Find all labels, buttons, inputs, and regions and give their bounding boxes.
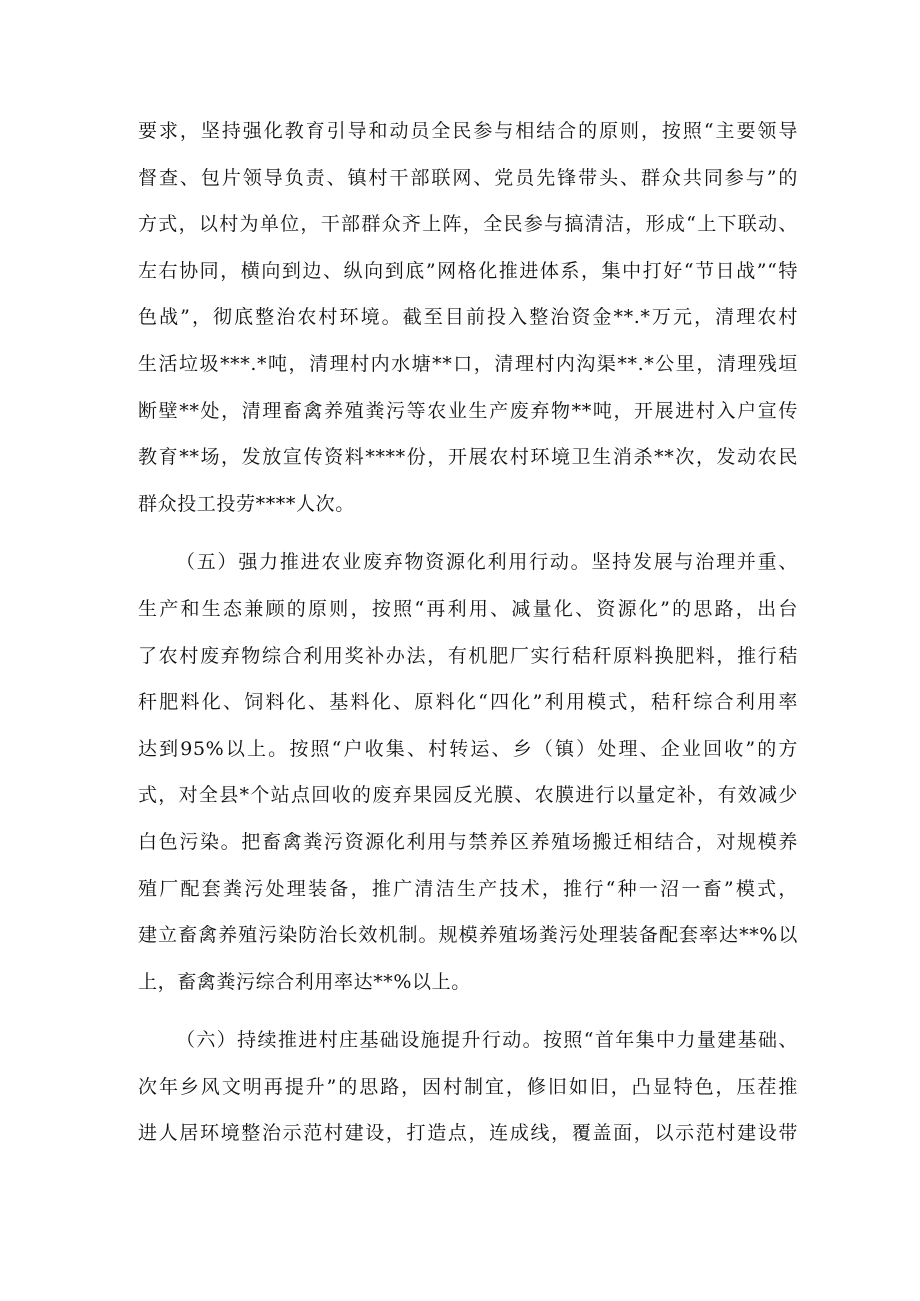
text-line: 次年乡风文明再提升”的思路，因村制宜，修旧如旧，凸显特色，压茬推 bbox=[138, 1075, 798, 1098]
text-line: 秆肥料化、饲料化、基料化、原料化“四化”利用模式，秸秆综合利用率 bbox=[138, 691, 798, 714]
text-line: 左右协同，横向到边、纵向到底”网格化推进体系，集中打好“节日战”“特 bbox=[138, 259, 798, 282]
text-line: 断壁**处，清理畜禽养殖粪污等农业生产废弃物**吨，开展进村入户宣传 bbox=[138, 399, 798, 422]
text-line: 建立畜禽养殖污染防治长效机制。规模养殖场粪污处理装备配套率达**%以 bbox=[138, 924, 798, 947]
text-line: 色战”，彻底整治农村环境。截至目前投入整治资金**.*万元，清理农村 bbox=[138, 306, 798, 329]
paragraph-continued bbox=[138, 108, 798, 527]
paragraph-gap bbox=[138, 527, 798, 539]
paragraph-gap bbox=[138, 1005, 798, 1017]
text-line-first: （六）持续推进村庄基础设施提升行动。按照“首年集中力量建基础、 bbox=[176, 1029, 798, 1052]
text-line: 殖厂配套粪污处理装备，推广清洁生产技术，推行“种一沼一畜”模式， bbox=[138, 877, 798, 900]
paragraph-six bbox=[138, 1017, 798, 1157]
text-line: 生活垃圾***.*吨，清理村内水塘**口，清理村内沟渠**.*公里，清理残垣 bbox=[138, 352, 798, 375]
paragraph-five bbox=[138, 539, 798, 1005]
text-line-last: 上，畜禽粪污综合利用率达**%以上。 bbox=[138, 970, 471, 993]
text-line: 方式，以村为单位，干部群众齐上阵，全民参与搞清洁，形成“上下联动、 bbox=[138, 213, 798, 236]
text-line: 进人居环境整治示范村建设，打造点，连成线，覆盖面，以示范村建设带 bbox=[138, 1122, 798, 1145]
document-body bbox=[138, 108, 798, 1157]
text-line: 要求，坚持强化教育引导和动员全民参与相结合的原则，按照“主要领导 bbox=[138, 120, 798, 142]
text-line-last: 群众投工投劳****人次。 bbox=[138, 492, 355, 515]
text-line: 教育**场，发放宣传资料****份，开展农村环境卫生消杀**次，发动农民 bbox=[138, 446, 798, 469]
text-line: 生产和生态兼顾的原则，按照“再利用、减量化、资源化”的思路，出台 bbox=[138, 597, 798, 620]
text-line: 督查、包片领导负责、镇村干部联网、党员先锋带头、群众共同参与”的 bbox=[138, 166, 798, 189]
text-line-first: （五）强力推进农业废弃物资源化利用行动。坚持发展与治理并重、 bbox=[176, 551, 798, 574]
text-line: 式，对全县*个站点回收的废弃果园反光膜、农膜进行以量定补，有效减少 bbox=[138, 784, 798, 807]
text-line: 达到95%以上。按照“户收集、村转运、乡（镇）处理、企业回收”的方 bbox=[138, 737, 798, 760]
text-line: 了农村废弃物综合利用奖补办法，有机肥厂实行秸秆原料换肥料，推行秸 bbox=[138, 644, 798, 667]
text-line: 白色污染。把畜禽粪污资源化利用与禁养区养殖场搬迁相结合，对规模养 bbox=[138, 830, 798, 853]
